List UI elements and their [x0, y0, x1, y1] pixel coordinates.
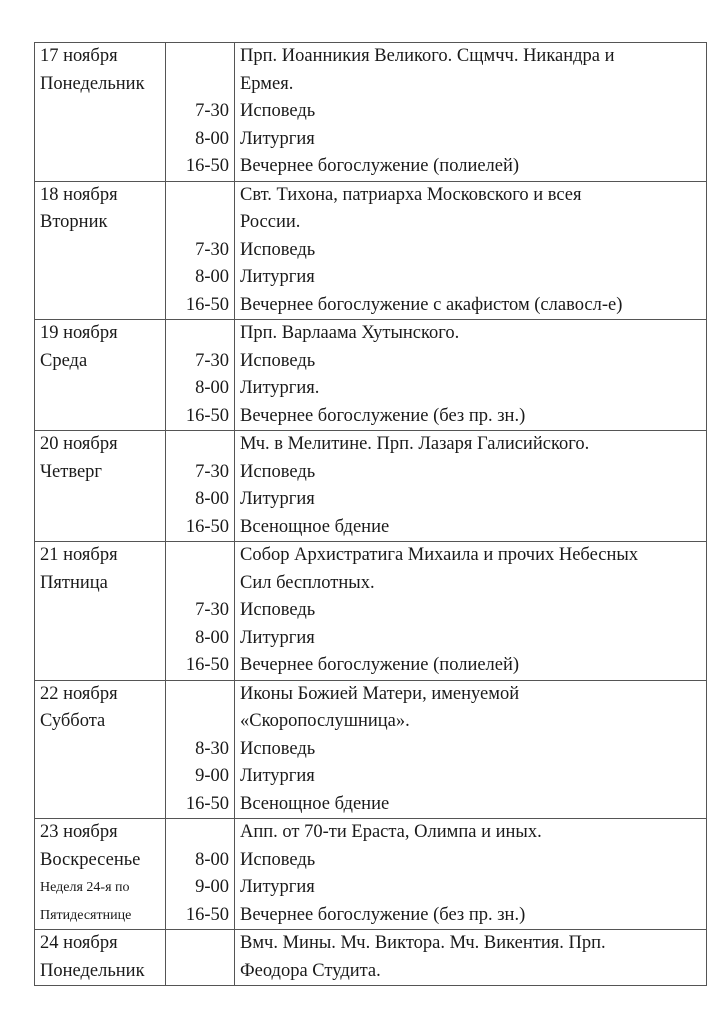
- weekday: Вторник: [40, 212, 108, 232]
- date: 17 ноября: [40, 46, 118, 66]
- service-time: 7-30: [195, 101, 229, 121]
- time-cell: [166, 320, 235, 431]
- day-row: [35, 680, 707, 819]
- service-time: 7-30: [195, 461, 229, 482]
- service-time: 16-50: [185, 294, 229, 315]
- service-name: Литургия: [240, 766, 315, 786]
- commemoration: Вмч. Мины. Мч. Виктора. Мч. Викентия. Прп.: [240, 933, 606, 953]
- service-time: 8-30: [195, 738, 229, 759]
- service-name: Вечернее богослужение (полиелей): [240, 156, 520, 176]
- service-name: Литургия: [240, 489, 315, 509]
- service-time: 8-00: [195, 267, 229, 287]
- service-name: Исповедь: [240, 461, 316, 482]
- service-cell: [235, 320, 707, 431]
- date: 22 ноября: [40, 683, 118, 704]
- weekday: Понедельник: [40, 73, 145, 94]
- service-name: Исповедь: [240, 738, 316, 759]
- weekday: Среда: [40, 350, 88, 371]
- service-name: Исповедь: [240, 101, 316, 121]
- day-row: [35, 930, 707, 986]
- weekday: Воскресенье: [40, 849, 141, 870]
- time-cell: [166, 181, 235, 320]
- service-time: 9-00: [195, 877, 229, 897]
- commemoration: Свт. Тихона, патриарха Московского и всея: [240, 184, 582, 205]
- service-time: 16-50: [185, 793, 229, 814]
- date-cell: [35, 320, 166, 431]
- commemoration: Иконы Божией Матери, именуемой: [240, 683, 520, 704]
- day-row: [35, 181, 707, 320]
- day-row: [35, 431, 707, 542]
- date: 24 ноября: [40, 933, 118, 953]
- service-name: Вечернее богослужение с акафистом (славосл-е): [240, 294, 623, 315]
- service-time: 8-00: [195, 378, 229, 398]
- date-cell: [35, 181, 166, 320]
- commemoration: Феодора Студита.: [240, 960, 381, 981]
- time-spacer: [166, 708, 234, 736]
- service-time: 8-00: [195, 128, 229, 149]
- service-cell: [235, 43, 707, 182]
- time-cell: [166, 680, 235, 819]
- commemoration: Сил бесплотных.: [240, 572, 375, 593]
- service-name: Литургия: [240, 627, 315, 648]
- date: 18 ноября: [40, 184, 118, 205]
- service-name: Вечернее богослужение (без пр. зн.): [240, 405, 526, 426]
- service-name: Литургия.: [240, 378, 320, 398]
- weekday: Пятница: [40, 572, 108, 593]
- service-time: 16-50: [185, 405, 229, 426]
- service-time: 16-50: [185, 516, 229, 537]
- day-row: [35, 320, 707, 431]
- time-cell: [166, 542, 235, 681]
- weekday: Четверг: [40, 461, 102, 482]
- time-spacer: [166, 570, 234, 598]
- service-name: Литургия: [240, 128, 315, 149]
- date-cell: [35, 431, 166, 542]
- weekday: Суббота: [40, 711, 106, 731]
- time-spacer: [166, 71, 234, 99]
- service-time: 7-30: [195, 350, 229, 371]
- time-spacer: [166, 209, 234, 237]
- service-name: Всенощное бдение: [240, 516, 390, 537]
- schedule-table: [34, 42, 707, 986]
- service-name: Вечернее богослужение (без пр. зн.): [240, 904, 526, 925]
- service-time: 16-50: [185, 655, 229, 675]
- commemoration: Апп. от 70-ти Ераста, Олимпа и иных.: [240, 822, 542, 842]
- time-spacer: [166, 320, 234, 348]
- service-time: 16-50: [185, 156, 229, 176]
- date-cell: [35, 542, 166, 681]
- time-spacer: [166, 958, 234, 986]
- date: 21 ноября: [40, 545, 118, 565]
- sunday-note: Неделя 24-я по: [40, 880, 130, 895]
- service-name: Исповедь: [240, 849, 316, 870]
- service-time: 16-50: [185, 904, 229, 925]
- time-spacer: [166, 819, 234, 847]
- date-cell: [35, 819, 166, 930]
- date: 23 ноября: [40, 822, 118, 842]
- weekday: Понедельник: [40, 960, 145, 981]
- time-spacer: [166, 431, 234, 459]
- date: 19 ноября: [40, 323, 118, 343]
- service-time: 8-00: [195, 489, 229, 509]
- service-time: 7-30: [195, 600, 229, 620]
- date-cell: [35, 680, 166, 819]
- service-name: Вечернее богослужение (полиелей): [240, 655, 520, 675]
- service-time: 9-00: [195, 766, 229, 786]
- time-spacer: [166, 681, 234, 709]
- day-row: [35, 542, 707, 681]
- time-cell: [166, 930, 235, 986]
- service-cell: [235, 819, 707, 930]
- service-time: 7-30: [195, 239, 229, 260]
- time-cell: [166, 43, 235, 182]
- date: 20 ноября: [40, 434, 118, 454]
- service-name: Литургия: [240, 877, 315, 897]
- commemoration: России.: [240, 212, 301, 232]
- service-cell: [235, 930, 707, 986]
- service-cell: [235, 181, 707, 320]
- date-cell: [35, 43, 166, 182]
- commemoration: Прп. Иоанникия Великого. Сщмчч. Никандра и: [240, 46, 615, 66]
- commemoration: Прп. Варлаама Хутынского.: [240, 323, 460, 343]
- service-name: Литургия: [240, 267, 315, 287]
- time-spacer: [166, 43, 234, 71]
- service-time: 8-00: [195, 849, 229, 870]
- service-cell: [235, 542, 707, 681]
- day-row: [35, 43, 707, 182]
- sunday-note: Пятидесятнице: [40, 907, 132, 923]
- time-spacer: [166, 930, 234, 958]
- time-cell: [166, 431, 235, 542]
- commemoration: Собор Архистратига Михаила и прочих Небесных: [240, 545, 639, 565]
- commemoration: «Скоропослушница».: [240, 711, 410, 731]
- service-name: Исповедь: [240, 350, 316, 371]
- service-name: Всенощное бдение: [240, 793, 390, 814]
- service-cell: [235, 431, 707, 542]
- service-time: 8-00: [195, 627, 229, 648]
- time-cell: [166, 819, 235, 930]
- service-cell: [235, 680, 707, 819]
- commemoration: Ермея.: [240, 73, 294, 94]
- date-cell: [35, 930, 166, 986]
- time-spacer: [166, 182, 234, 210]
- time-spacer: [166, 542, 234, 570]
- schedule-body: [35, 43, 707, 986]
- day-row: [35, 819, 707, 930]
- commemoration: Мч. в Мелитине. Прп. Лазаря Галисийского.: [240, 434, 590, 454]
- service-name: Исповедь: [240, 239, 316, 260]
- service-name: Исповедь: [240, 600, 316, 620]
